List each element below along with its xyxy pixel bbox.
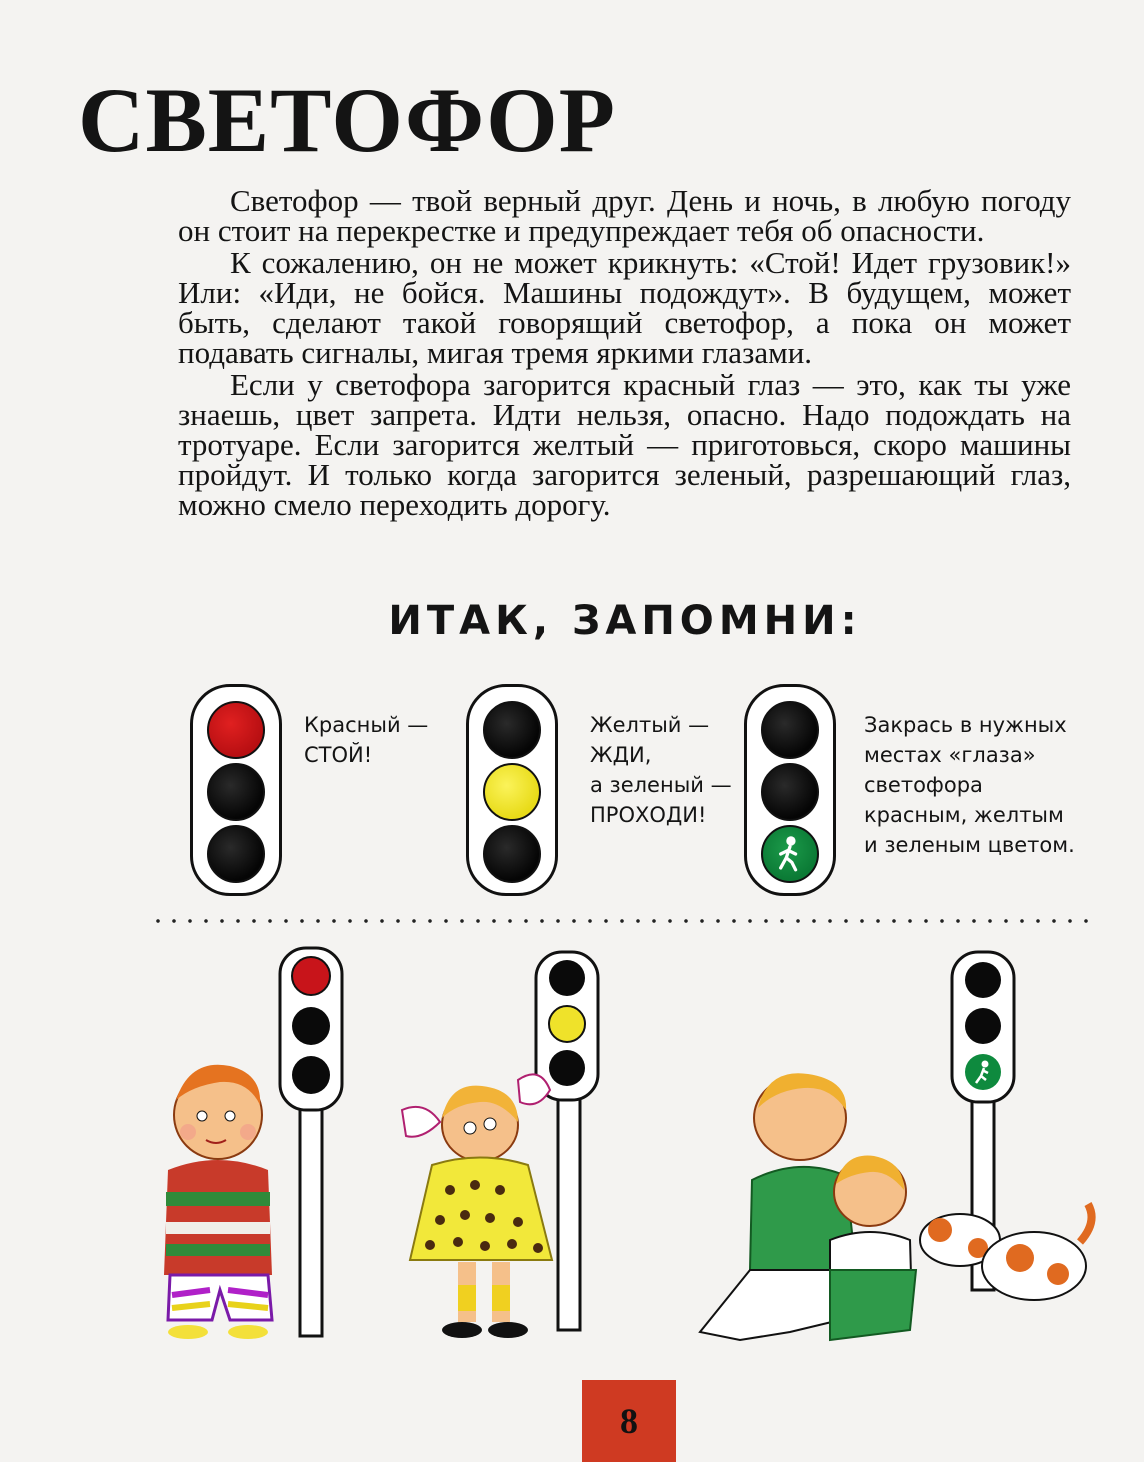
traffic-light-icon-red — [190, 684, 282, 896]
page-title: СВЕТОФОР — [78, 69, 616, 171]
page-number-tab — [582, 1380, 676, 1462]
girl-waiting-illustration — [402, 1074, 552, 1338]
paragraph-3: Если у светофора загорится красный глаз — это, как ты уже знаешь, цвет запрета. Идти нельзя, опасно. Надо подождать на тротуаре. Если загорится желтый — приготовься, скоро машины пройдут. И только когда загорится зеленый, разрешающий глаз, можно смело переходить дорогу. — [178, 367, 1071, 522]
body-text — [178, 183, 1071, 522]
red-lamp-icon — [207, 701, 265, 759]
paragraph-1: Светофор — твой верный друг. День и ночь, в любую погоду он стоит на перекрестке и предупреждает тебя об опасности. — [178, 183, 1071, 248]
caption-line: СТОЙ! — [304, 743, 373, 767]
off-lamp-icon — [483, 825, 541, 883]
caption-red — [304, 710, 428, 770]
caption-line: Закрась в нужных — [864, 713, 1067, 737]
caption-line: ПРОХОДИ! — [590, 803, 707, 827]
page-number: 8 — [620, 1401, 638, 1441]
off-lamp-icon — [207, 825, 265, 883]
caption-line: Желтый — — [590, 713, 710, 737]
off-lamp-icon — [761, 701, 819, 759]
caption-line: красным, желтым — [864, 803, 1064, 827]
caption-line: а зеленый — — [590, 773, 732, 797]
dotted-divider — [150, 918, 1095, 924]
street-traffic-light-icon-yellow — [536, 952, 598, 1330]
boy-waiting-illustration — [164, 1065, 272, 1339]
street-traffic-light-icon-red — [280, 948, 342, 1336]
illustration-children-at-traffic-lights — [140, 940, 1100, 1360]
off-lamp-icon — [483, 701, 541, 759]
off-lamp-icon — [207, 763, 265, 821]
green-lamp-icon — [761, 825, 819, 883]
traffic-light-icon-yellow — [466, 684, 558, 896]
caption-line: Красный — — [304, 713, 429, 737]
caption-yellow-green — [590, 710, 732, 830]
section-subtitle: ИТАК, ЗАПОМНИ: — [388, 598, 862, 644]
pedestrian-icon — [763, 827, 817, 881]
caption-line: ЖДИ, — [590, 743, 652, 767]
off-lamp-icon — [761, 763, 819, 821]
caption-task — [864, 710, 1075, 860]
caption-line: местах «глаза» — [864, 743, 1036, 767]
traffic-light-icon-green — [744, 684, 836, 896]
caption-line: и зеленым цветом. — [864, 833, 1075, 857]
caption-line: светофора — [864, 773, 983, 797]
yellow-lamp-icon — [483, 763, 541, 821]
paragraph-2: К сожалению, он не может крикнуть: «Стой! Идет грузовик!» Или: «Иди, не бойся. Машины подождут». В будущем, может быть, сделают такой говорящий светофор, а пока он может подавать сигналы, мигая тремя яркими глазами. — [178, 245, 1071, 370]
family-crossing-illustration — [700, 1073, 1092, 1340]
